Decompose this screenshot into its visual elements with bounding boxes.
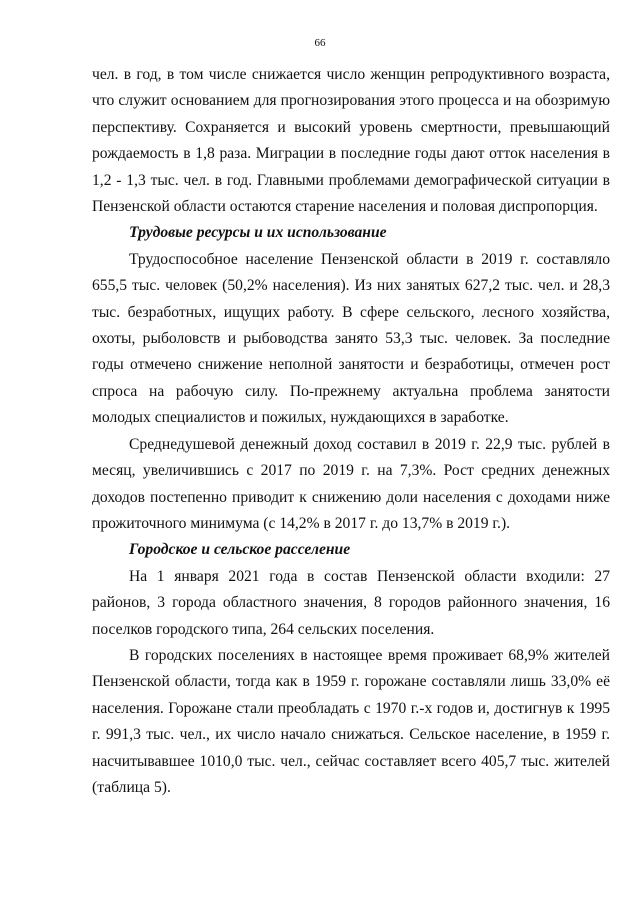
paragraph-administrative-units: На 1 января 2021 года в состав Пензенской области входили: 27 районов, 3 города областного значения, 8 городов районного значения, 16 поселков городского типа, 264 сельских поселения. [92,567,610,638]
paragraph-demography-end: чел. в год, в том числе снижается число женщин репродуктивного возраста, что служит основанием для прогнозирования этого процесса и на обозримую перспективу. Сохраняется и высокий уровень смертности, превышающий рождаемость в 1,8 раза. Миграции в последние годы дают отток населения в 1,2 - 1,3 тыс. чел. в год. Главными проблемами демографической ситуации в Пензенской области остаются старение населения и половая диспропорция. [92,66,610,216]
paragraph-income: Среднедушевой денежный доход составил в 2019 г. 22,9 тыс. рублей в месяц, увеличившись с 2017 по 2019 г. на 7,3%. Рост средних денежных доходов постепенно приводит к снижению доли населения с доходами ниже прожиточного минимума (с 14,2% в 2017 г. до 13,7% в 2019 г.). [92,435,610,532]
section-heading-urban-rural: Городское и сельское расселение [129,541,351,559]
section-heading-labor-resources: Трудовые ресурсы и их использование [129,224,387,242]
page-body [92,62,610,801]
paragraph-labor-force: Трудоспособное население Пензенской области в 2019 г. составляло 655,5 тыс. человек (50,2% населения). Из них занятых 627,2 тыс. чел. и 28,3 тыс. безработных, ищущих работу. В сфере сельского, лесного хозяйства, охоты, рыболовств и рыбоводства занято 53,3 тыс. человек. За последние годы отмечено снижение неполной занятости и безработицы, отмечен рост спроса на рабочую силу. По-прежнему актуальна проблема занятости молодых специалистов и пожилых, нуждающихся в заработке. [92,250,610,427]
page-number: 66 [314,37,326,49]
paragraph-urban-population: В городских поселениях в настоящее время проживает 68,9% жителей Пензенской области, тогда как в 1959 г. горожане составляли лишь 33,0% её населения. Горожане стали преобладать с 1970 г.-х годов и, достигнув к 1995 г. 991,3 тыс. чел., их число начало снижаться. Сельское население, в 1959 г. насчитывавшее 1010,0 тыс. чел., сейчас составляет всего 405,7 тыс. жителей (таблица 5). [92,646,610,796]
